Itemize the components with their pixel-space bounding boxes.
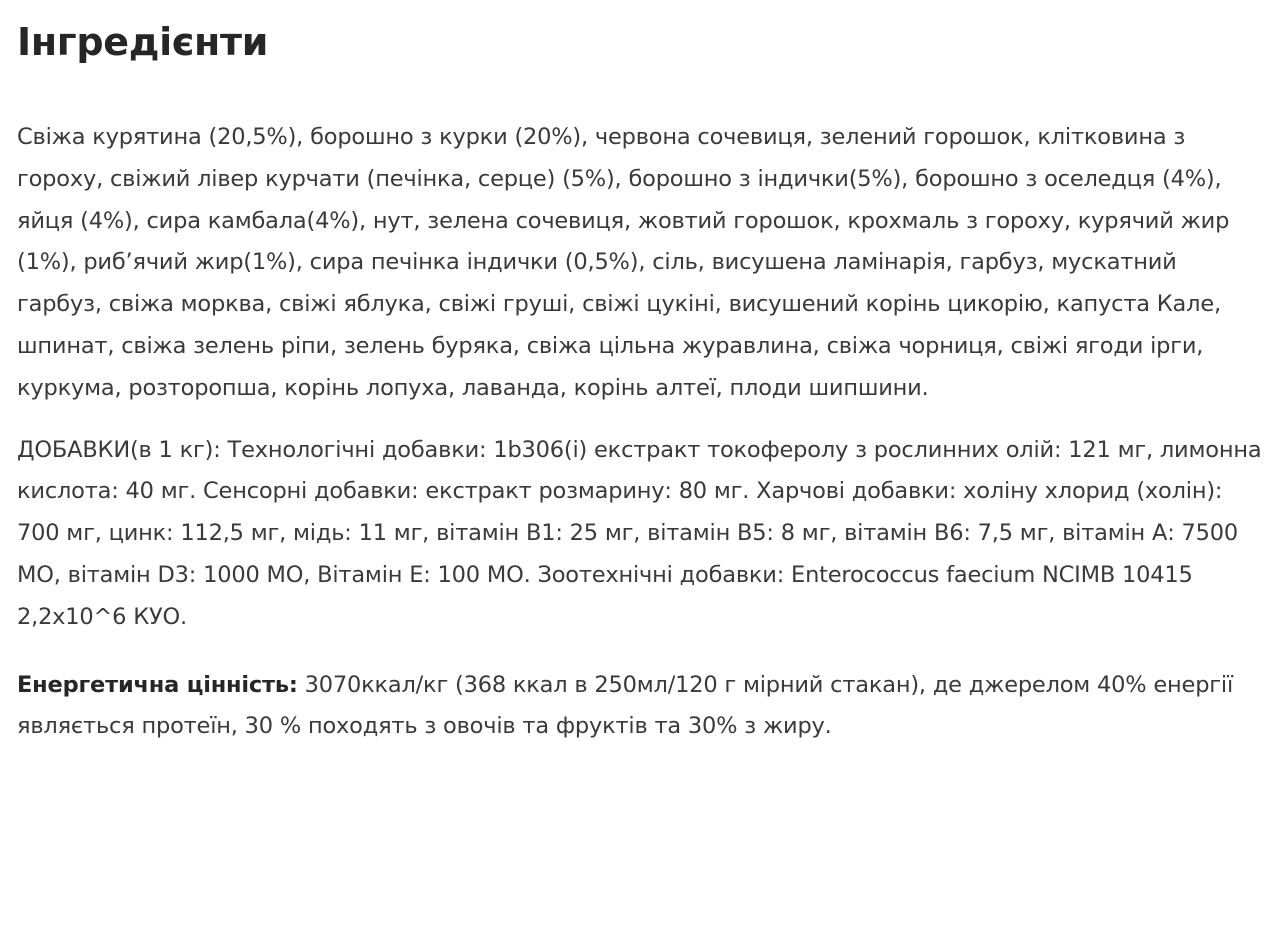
energy-value-text: 3070ккал/кг (368 ккал в 250мл/120 г мірний стакан), де джерелом 40% енергії являється протеїн, 30 % походять з овочів та фруктів та 30% з жиру.: [17, 671, 1234, 740]
page-title: Інгредієнти: [17, 20, 269, 64]
energy-value-label: Енергетична цінність:: [17, 671, 298, 698]
ingredients-paragraph: Свіжа курятина (20,5%), борошно з курки (20%), червона сочевиця, зелений горошок, клітковина з гороху, свіжий лівер курчати (печінка, серце) (5%), борошно з індички(5%), борошно з оселедця (4%), яйця (4%), сира камбала(4%), нут, зелена сочевиця, жовтий горошок, крохмаль з гороху, курячий жир (1%), риб’ячий жир(1%), сира печінка індички (0,5%), сіль, висушена ламінарія, гарбуз, мускатний гарбуз, свіжа морква, свіжі яблука, свіжі груші, свіжі цукіні, висушений корінь цикорію, капуста Кале, шпинат, свіжа зелень ріпи, зелень буряка, свіжа цільна журавлина, свіжа чорниця, свіжі ягоди ірги, куркума, розторопша, корінь лопуха, лаванда, корінь алтеї, плоди шипшини.: [17, 124, 1230, 401]
energy-value-paragraph: [17, 665, 1266, 749]
additives-paragraph: ДОБАВКИ(в 1 кг): Технологічні добавки: 1b306(i) екстракт токоферолу з рослинних олій: 121 мг, лимонна кислота: 40 мг. Сенсорні добавки: екстракт розмарину: 80 мг. Харчові добавки: холіну хлорид (холін): 700 мг, цинк: 112,5 мг, мідь: 11 мг, вітамін В1: 25 мг, вітамін В5: 8 мг, вітамін В6: 7,5 мг, вітамін А: 7500 МО, вітамін D3: 1000 МО, Вітамін Е: 100 МО. Зоотехнічні добавки: Enterococcus faecium NCIMB 10415 2,2х10^6 КУО.: [17, 436, 1262, 630]
